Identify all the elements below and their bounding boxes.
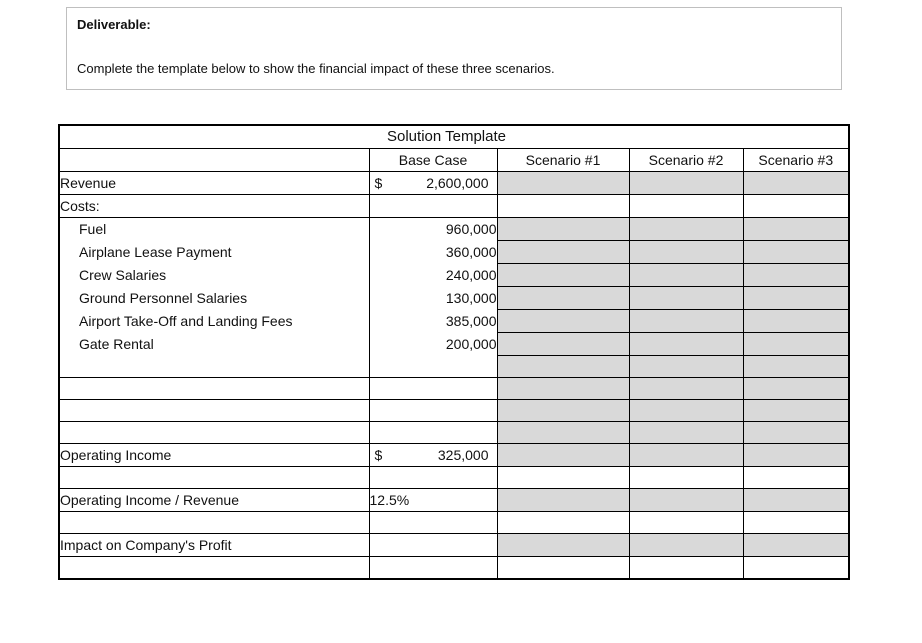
header-base-case: Base Case bbox=[369, 149, 497, 172]
cost-label: Airport Take-Off and Landing Fees bbox=[59, 310, 369, 333]
operating-income-scenario-3-input[interactable] bbox=[743, 444, 849, 467]
revenue-row bbox=[59, 172, 849, 195]
revenue-label: Revenue bbox=[59, 172, 369, 195]
cost-scenario-1-input[interactable] bbox=[497, 218, 629, 241]
spacer-row bbox=[59, 512, 849, 534]
cost-base-value: 130,000 bbox=[369, 287, 497, 310]
header-scenario-2: Scenario #2 bbox=[629, 149, 743, 172]
solution-template-table bbox=[58, 124, 850, 580]
blank-scenario-3-input[interactable] bbox=[743, 356, 849, 378]
ratio-scenario-1-input[interactable] bbox=[497, 489, 629, 512]
blank-row bbox=[59, 400, 849, 422]
costs-label: Costs: bbox=[59, 195, 369, 218]
header-row bbox=[59, 149, 849, 172]
cost-scenario-1-input[interactable] bbox=[497, 264, 629, 287]
blank-scenario-1-input[interactable] bbox=[497, 422, 629, 444]
revenue-base-value: 2,600,000 bbox=[426, 175, 489, 191]
header-scenario-1: Scenario #1 bbox=[497, 149, 629, 172]
impact-scenario-2-input[interactable] bbox=[629, 534, 743, 557]
blank-scenario-2-input[interactable] bbox=[629, 378, 743, 400]
cost-scenario-3-input[interactable] bbox=[743, 264, 849, 287]
currency-symbol: $ bbox=[374, 447, 383, 463]
cost-label: Airplane Lease Payment bbox=[59, 241, 369, 264]
ratio-base-value: 12.5% bbox=[369, 489, 497, 512]
cost-label: Crew Salaries bbox=[59, 264, 369, 287]
blank-scenario-1-input[interactable] bbox=[497, 356, 629, 378]
ratio-label: Operating Income / Revenue bbox=[59, 489, 369, 512]
cost-label: Fuel bbox=[59, 218, 369, 241]
cost-scenario-1-input[interactable] bbox=[497, 287, 629, 310]
blank-scenario-2-input[interactable] bbox=[629, 356, 743, 378]
cost-base-value: 240,000 bbox=[369, 264, 497, 287]
deliverable-instructions: Complete the template below to show the financial impact of these three scenarios. bbox=[77, 61, 555, 76]
template-title: Solution Template bbox=[369, 125, 629, 149]
cost-scenario-2-input[interactable] bbox=[629, 264, 743, 287]
blank-row bbox=[59, 422, 849, 444]
cost-row bbox=[59, 218, 849, 241]
blank-scenario-2-input[interactable] bbox=[629, 422, 743, 444]
impact-row bbox=[59, 534, 849, 557]
cost-scenario-2-input[interactable] bbox=[629, 310, 743, 333]
revenue-scenario-2-input[interactable] bbox=[629, 172, 743, 195]
title-row bbox=[59, 125, 849, 149]
cost-scenario-2-input[interactable] bbox=[629, 218, 743, 241]
impact-scenario-3-input[interactable] bbox=[743, 534, 849, 557]
ratio-row bbox=[59, 489, 849, 512]
header-scenario-3: Scenario #3 bbox=[743, 149, 849, 172]
deliverable-box bbox=[66, 7, 842, 90]
cost-scenario-1-input[interactable] bbox=[497, 333, 629, 356]
operating-income-base-cell bbox=[369, 444, 497, 467]
cost-label: Ground Personnel Salaries bbox=[59, 287, 369, 310]
cost-scenario-3-input[interactable] bbox=[743, 333, 849, 356]
operating-income-scenario-2-input[interactable] bbox=[629, 444, 743, 467]
cost-label: Gate Rental bbox=[59, 333, 369, 356]
spacer-row bbox=[59, 467, 849, 489]
cost-base-value: 960,000 bbox=[369, 218, 497, 241]
cost-base-value: 360,000 bbox=[369, 241, 497, 264]
blank-row bbox=[59, 378, 849, 400]
cost-row bbox=[59, 241, 849, 264]
operating-income-label: Operating Income bbox=[59, 444, 369, 467]
blank-scenario-3-input[interactable] bbox=[743, 400, 849, 422]
ratio-scenario-3-input[interactable] bbox=[743, 489, 849, 512]
cost-row bbox=[59, 333, 849, 356]
cost-scenario-1-input[interactable] bbox=[497, 310, 629, 333]
cost-scenario-3-input[interactable] bbox=[743, 310, 849, 333]
blank-scenario-3-input[interactable] bbox=[743, 378, 849, 400]
impact-label: Impact on Company's Profit bbox=[59, 534, 369, 557]
cost-base-value: 385,000 bbox=[369, 310, 497, 333]
cost-row bbox=[59, 310, 849, 333]
cost-scenario-3-input[interactable] bbox=[743, 241, 849, 264]
revenue-base-cell bbox=[369, 172, 497, 195]
cost-scenario-3-input[interactable] bbox=[743, 287, 849, 310]
blank-scenario-2-input[interactable] bbox=[629, 400, 743, 422]
impact-scenario-1-input[interactable] bbox=[497, 534, 629, 557]
cost-scenario-2-input[interactable] bbox=[629, 333, 743, 356]
spacer-row bbox=[59, 557, 849, 579]
deliverable-title: Deliverable: bbox=[77, 17, 151, 32]
currency-symbol: $ bbox=[374, 175, 383, 191]
revenue-scenario-3-input[interactable] bbox=[743, 172, 849, 195]
cost-scenario-2-input[interactable] bbox=[629, 241, 743, 264]
cost-scenario-1-input[interactable] bbox=[497, 241, 629, 264]
operating-income-base-value: 325,000 bbox=[437, 447, 489, 463]
cost-row bbox=[59, 264, 849, 287]
revenue-scenario-1-input[interactable] bbox=[497, 172, 629, 195]
cost-base-value: 200,000 bbox=[369, 333, 497, 356]
operating-income-scenario-1-input[interactable] bbox=[497, 444, 629, 467]
blank-row bbox=[59, 356, 849, 378]
blank-scenario-1-input[interactable] bbox=[497, 378, 629, 400]
cost-scenario-2-input[interactable] bbox=[629, 287, 743, 310]
operating-income-row bbox=[59, 444, 849, 467]
costs-header-row bbox=[59, 195, 849, 218]
cost-row bbox=[59, 287, 849, 310]
blank-scenario-3-input[interactable] bbox=[743, 422, 849, 444]
ratio-scenario-2-input[interactable] bbox=[629, 489, 743, 512]
cost-scenario-3-input[interactable] bbox=[743, 218, 849, 241]
blank-scenario-1-input[interactable] bbox=[497, 400, 629, 422]
